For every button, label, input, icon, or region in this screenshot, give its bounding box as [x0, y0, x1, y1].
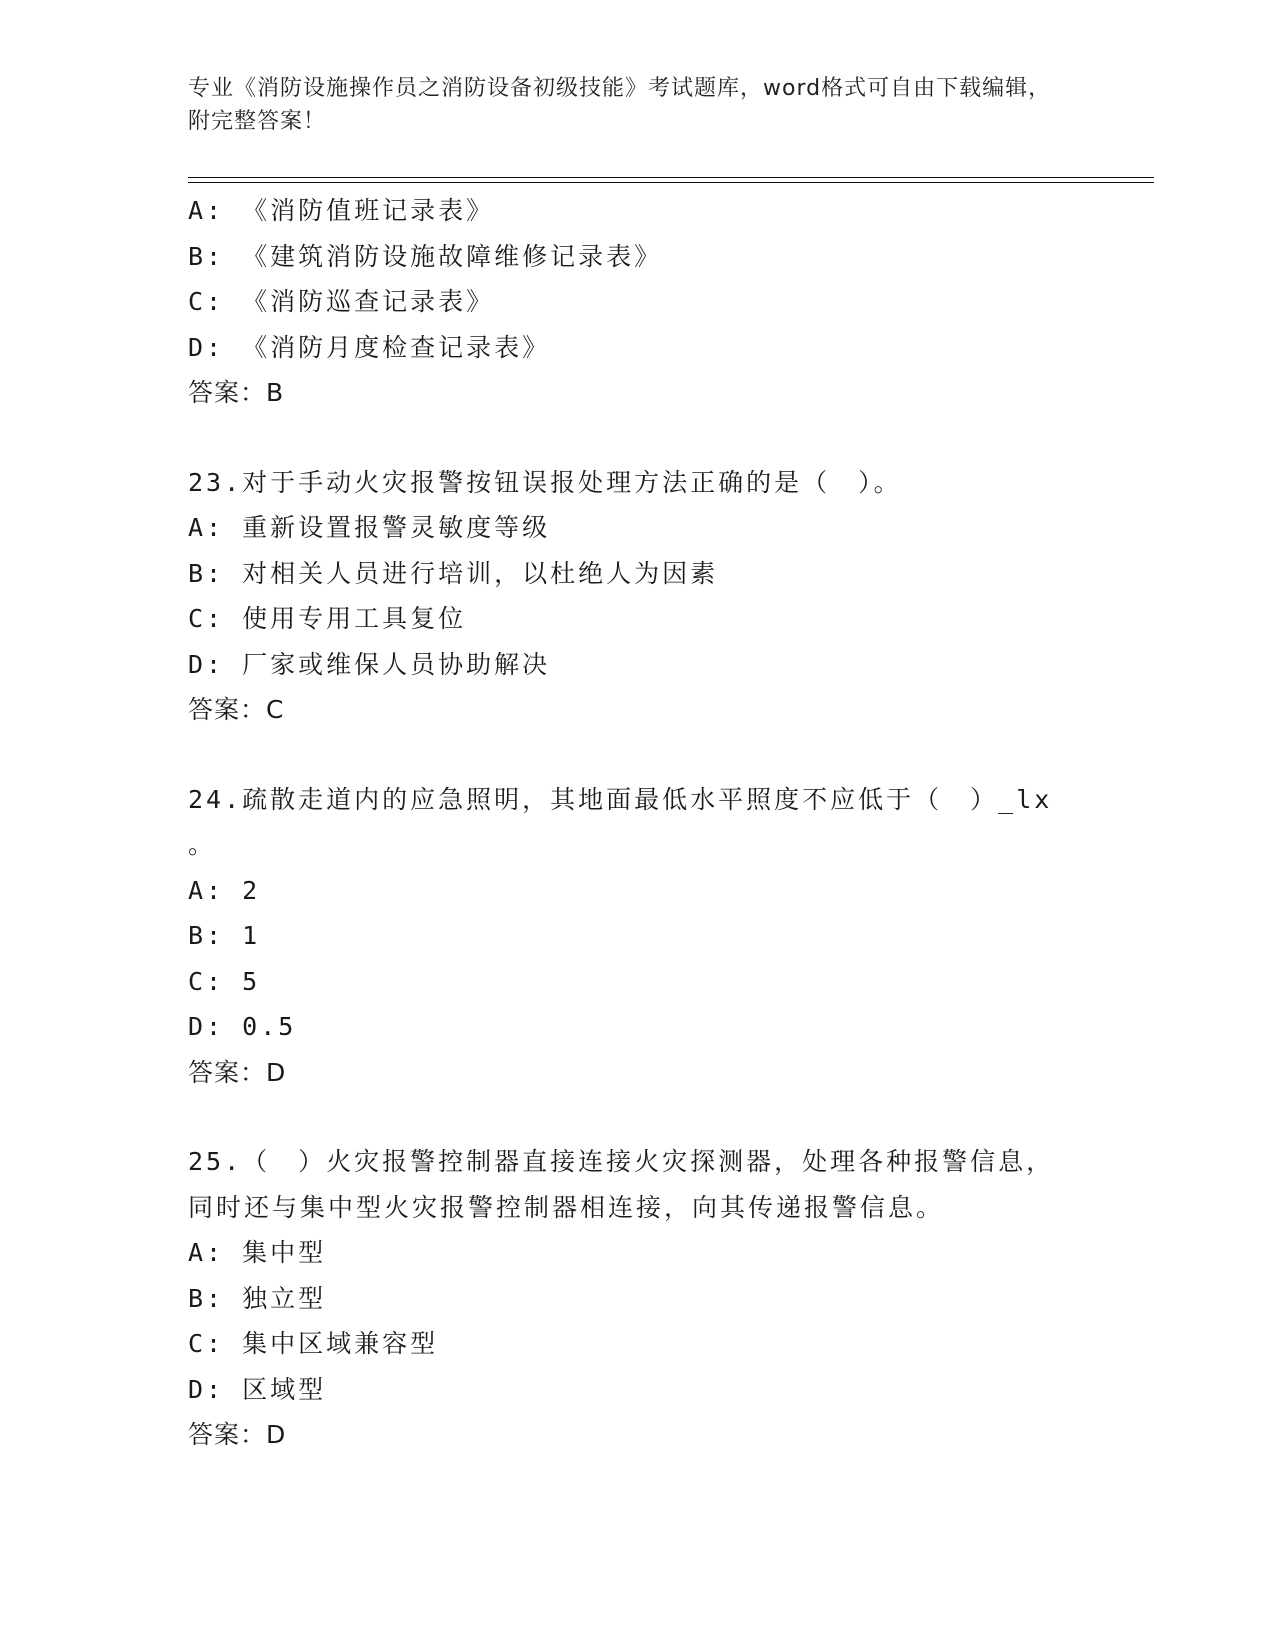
option-d: D: 《消防月度检查记录表》 — [188, 332, 551, 362]
option-a: A: 《消防值班记录表》 — [188, 196, 495, 225]
question-stem: 23.对于手动火灾报警按钮误报处理方法正确的是（ ）。 — [188, 467, 902, 497]
answer-line: 答案：C — [188, 695, 285, 724]
option-c: C: 集中区域兼容型 — [188, 1329, 439, 1358]
page-header: 专业《消防设施操作员之消防设备初级技能》考试题库，word格式可自由下载编辑，附完整答案！ — [188, 76, 1052, 134]
question-23 — [188, 460, 1068, 733]
option-a: A: 重新设置报警灵敏度等级 — [188, 513, 551, 542]
question-list — [188, 188, 1068, 1458]
question-24 — [188, 777, 1068, 1096]
option-d: D: 厂家或维保人员协助解决 — [188, 649, 551, 679]
option-b: B: 1 — [188, 921, 261, 950]
option-a: A: 集中型 — [188, 1238, 327, 1267]
option-b: B: 独立型 — [188, 1283, 327, 1313]
option-a: A: 2 — [188, 875, 261, 905]
header-divider-top — [188, 177, 1154, 178]
option-d: D: 0.5 — [188, 1012, 297, 1041]
question-25 — [188, 1139, 1068, 1458]
question-stem: 25.（ ）火灾报警控制器直接连接火灾探测器，处理各种报警信息，同时还与集中型火灾报警控制器相连接，向其传递报警信息。 — [188, 1147, 1055, 1222]
option-d: D: 区域型 — [188, 1374, 327, 1404]
answer-line: 答案：B — [188, 378, 285, 407]
option-c: C: 《消防巡查记录表》 — [188, 287, 495, 316]
question-22-continued — [188, 188, 1068, 416]
option-c: C: 5 — [188, 966, 261, 996]
question-stem: 24.疏散走道内的应急照明，其地面最低水平照度不应低于（ ）_lx​。 — [188, 784, 1053, 859]
answer-line: 答案：D — [188, 1420, 287, 1449]
answer-line: 答案：D — [188, 1057, 287, 1087]
option-b: B: 对相关人员进行培训，以杜绝人为因素 — [188, 558, 719, 588]
header-divider-bottom — [188, 182, 1154, 183]
option-b: B: 《建筑消防设施故障维修记录表》 — [188, 241, 663, 271]
option-c: C: 使用专用工具复位 — [188, 604, 467, 633]
